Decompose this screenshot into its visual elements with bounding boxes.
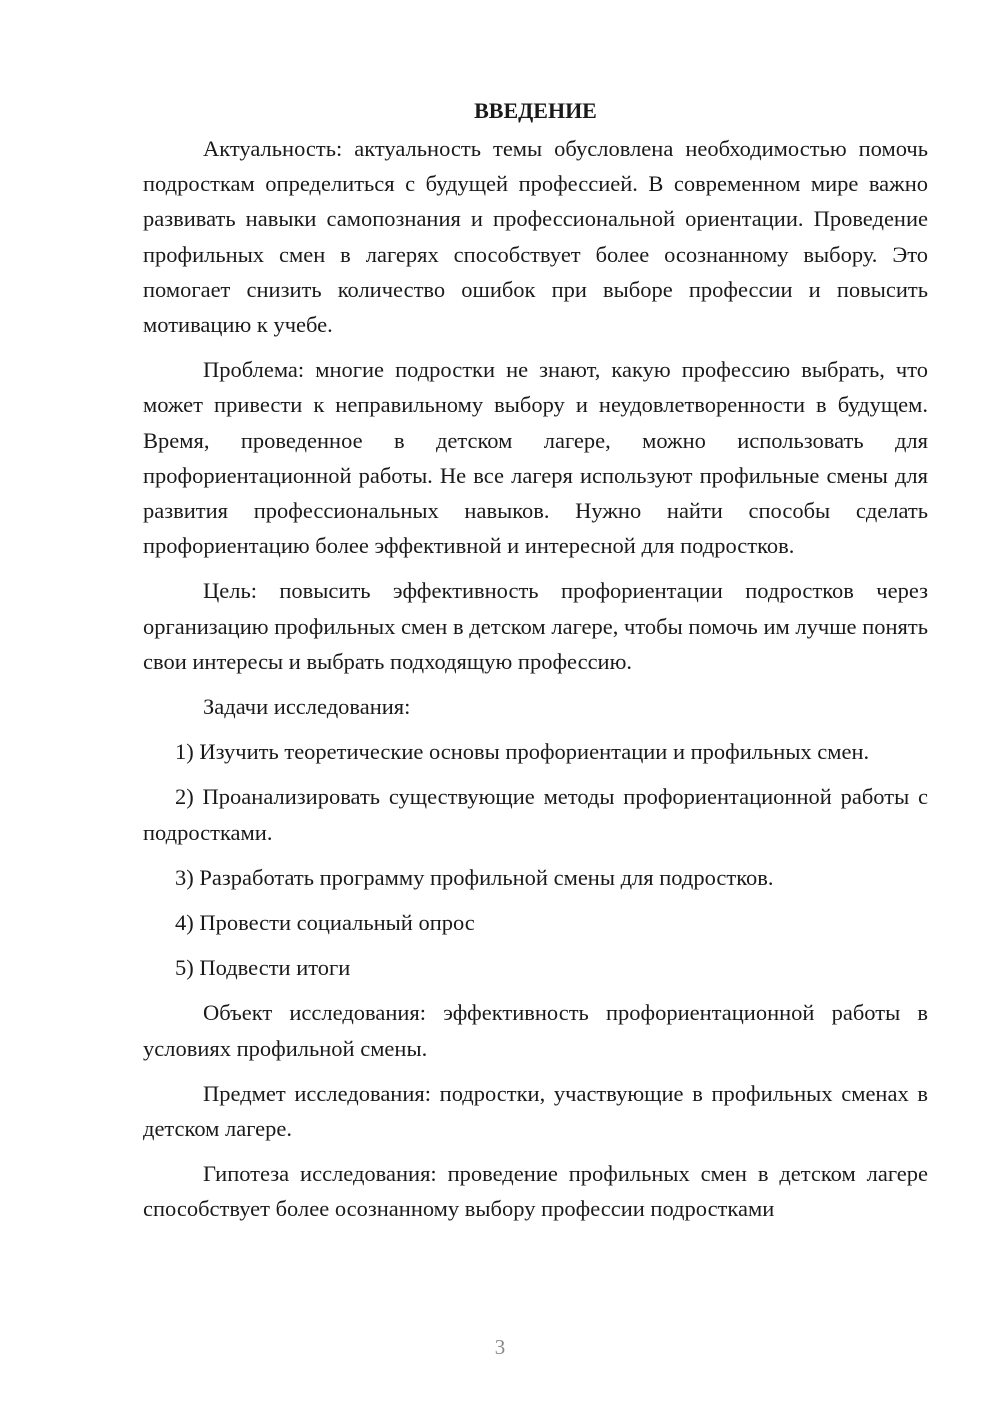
- object-paragraph: Объект исследования: эффективность профориентационной работы в условиях профильной смены.: [143, 1000, 928, 1061]
- task-item-4: 4) Провести социальный опрос: [175, 910, 475, 936]
- page-number: 3: [494, 1335, 506, 1359]
- document-page: [143, 93, 928, 1227]
- tasks-heading: Задачи исследования:: [203, 694, 411, 720]
- task-item-1: 1) Изучить теоретические основы профориентации и профильных смен.: [175, 739, 870, 765]
- task-item-2: 2) Проанализировать существующие методы профориентационной работы с подростками.: [143, 784, 928, 845]
- goal-paragraph: Цель: повысить эффективность профориентации подростков через организацию профильных смен в детском лагере, чтобы помочь им лучше понять свои интересы и выбрать подходящую профессию.: [143, 578, 928, 674]
- relevance-paragraph: Актуальность: актуальность темы обусловлена необходимостью помочь подросткам определиться с будущей профессией. В современном мире важно развивать навыки самопознания и профессиональной ориентации. Проведение профильных смен в лагерях способствует более осознанному выбору. Это помогает снизить количество ошибок при выборе профессии и повысить мотивацию к учебе.: [143, 136, 928, 338]
- task-item-3: 3) Разработать программу профильной смены для подростков.: [175, 864, 774, 890]
- hypothesis-paragraph: Гипотеза исследования: проведение профильных смен в детском лагере способствует более осознанному выбору профессии подростками: [143, 1161, 928, 1222]
- section-title: ВВЕДЕНИЕ: [474, 98, 597, 123]
- task-item-5: 5) Подвести итоги: [175, 955, 351, 981]
- subject-paragraph: Предмет исследования: подростки, участвующие в профильных сменах в детском лагере.: [143, 1080, 928, 1142]
- problem-paragraph: Проблема: многие подростки не знают, какую профессию выбрать, что может привести к неправильному выбору и неудовлетворенности в будущем. Время, проведенное в детском лагере, можно использовать для профориентационной работы. Не все лагеря используют профильные смены для развития профессиональных навыков. Нужно найти способы сделать профориентацию более эффективной и интересной для подростков.: [143, 357, 928, 559]
